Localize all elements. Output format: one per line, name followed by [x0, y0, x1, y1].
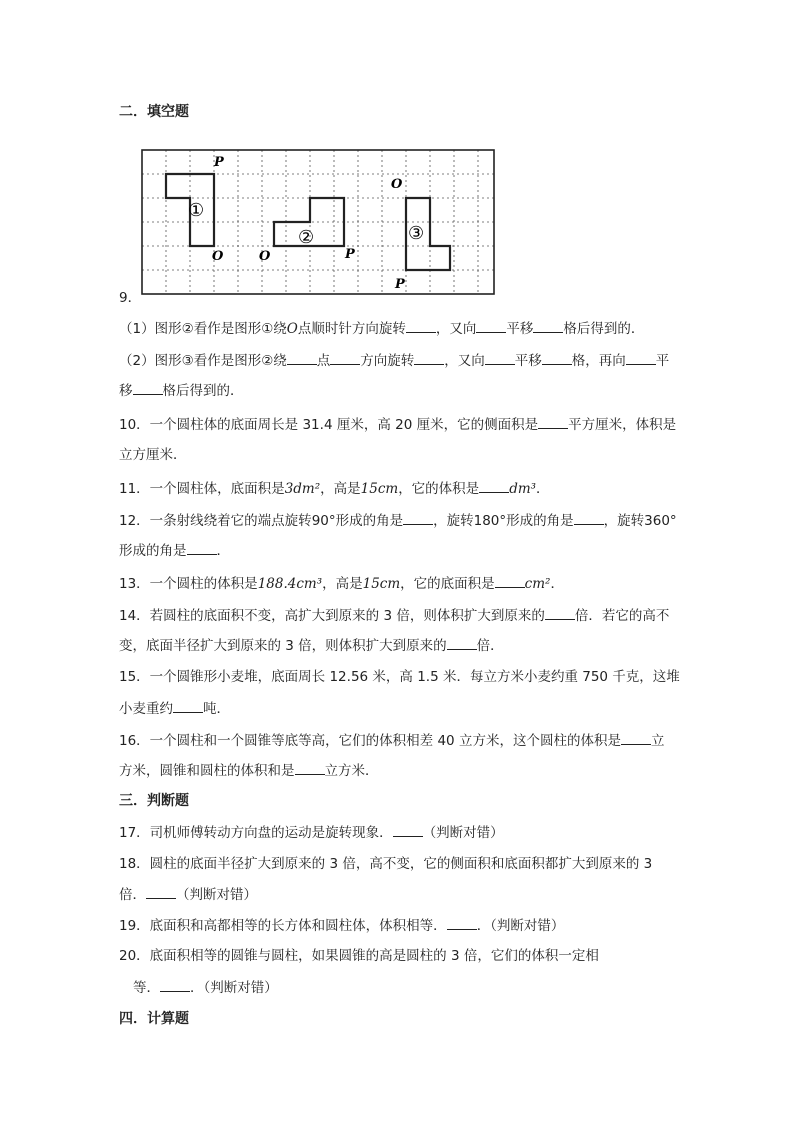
q10-line-1: 10．一个圆柱体的底面周长是 31.4 厘米，高 20 厘米，它的侧面积是 平方厘米，体积是 [119, 414, 676, 435]
q9-part-2: （2）图形③看作是图形②绕 点 方向旋转 ，又向 平移 格，再向 平 [119, 350, 669, 371]
answer-blank[interactable] [533, 318, 563, 333]
shape-3-label: ③ [408, 223, 425, 244]
q13: 13．一个圆柱的体积是188.4cm³，高是15cm，它的底面积是 cm²． [119, 573, 564, 594]
q14-line-2: 变，底面半径扩大到原来的 3 倍，则体积扩大到原来的 倍． [119, 635, 504, 656]
grid-lines [142, 150, 494, 294]
answer-blank[interactable] [406, 318, 436, 333]
section-4-title: 四．计算题 [119, 1011, 189, 1027]
rotation-grid-diagram [119, 141, 499, 301]
q12-line-2: 形成的角是 ． [119, 540, 230, 561]
shape-1-label: ① [188, 200, 205, 221]
q10-line-2: 立方厘米． [119, 447, 187, 463]
answer-blank[interactable] [495, 573, 525, 588]
answer-blank[interactable] [173, 698, 203, 713]
q12-line-1: 12．一条射线绕着它的端点旋转90°形成的角是 ，旋转180°形成的角是 ，旋转360° [119, 510, 677, 531]
answer-blank[interactable] [485, 350, 515, 365]
answer-blank[interactable] [574, 510, 604, 525]
answer-blank[interactable] [287, 350, 317, 365]
q18-line-2: 倍． （判断对错） [119, 884, 257, 905]
answer-blank[interactable] [330, 350, 360, 365]
answer-blank[interactable] [403, 510, 433, 525]
section-3-title: 三．判断题 [119, 793, 189, 809]
answer-blank[interactable] [542, 350, 572, 365]
q18-line-1: 18．圆柱的底面半径扩大到原来的 3 倍，高不变，它的侧面积和底面积都扩大到原来的 3 [119, 856, 653, 872]
q16-line-1: 16．一个圆柱和一个圆锥等底等高，它们的体积相差 40 立方米，这个圆柱的体积是 立 [119, 730, 664, 751]
q14-line-1: 14．若圆柱的底面积不变，高扩大到原来的 3 倍，则体积扩大到原来的 倍．若它的高不 [119, 605, 669, 626]
label-p-shape-3: P [395, 277, 405, 292]
q9-part-1: （1）图形②看作是图形①绕O点顺时针方向旋转 ，又向 平移 格后得到的． [119, 318, 644, 339]
label-o-shape-1: O [212, 249, 224, 264]
answer-blank[interactable] [187, 540, 217, 555]
q19: 19．底面积和高都相等的长方体和圆柱体，体积相等． ．（判断对错） [119, 915, 564, 936]
answer-blank[interactable] [538, 414, 568, 429]
q9-figure [119, 141, 499, 305]
answer-blank[interactable] [393, 822, 423, 837]
answer-blank[interactable] [160, 977, 190, 992]
label-p-shape-2: P [345, 247, 355, 262]
answer-blank[interactable] [447, 915, 477, 930]
q11: 11．一个圆柱体，底面积是3dm²，高是15cm，它的体积是 dm³． [119, 478, 550, 499]
answer-blank[interactable] [295, 760, 325, 775]
q20-line-2: 等． ．（判断对错） [119, 977, 278, 998]
answer-blank[interactable] [414, 350, 444, 365]
section-2-title: 二．填空题 [119, 104, 189, 120]
label-o-shape-3: O [391, 177, 403, 192]
q16-line-2: 方米，圆锥和圆柱的体积和是 立方米． [119, 760, 379, 781]
label-p-shape-1: P [214, 155, 224, 170]
answer-blank[interactable] [621, 730, 651, 745]
q17: 17．司机师傅转动方向盘的运动是旋转现象． （判断对错） [119, 822, 504, 843]
q15-line-2: 小麦重约 吨． [119, 698, 230, 719]
answer-blank[interactable] [626, 350, 656, 365]
answer-blank[interactable] [476, 318, 506, 333]
answer-blank[interactable] [545, 605, 575, 620]
shape-2-label: ② [298, 227, 315, 248]
q15-line-1: 15．一个圆锥形小麦堆，底面周长 12.56 米，高 1.5 米．每立方米小麦约重 750 千克，这堆 [119, 669, 680, 685]
label-o-shape-2: O [259, 249, 271, 264]
q20-line-1: 20．底面积相等的圆锥与圆柱，如果圆锥的高是圆柱的 3 倍，它们的体积一定相 [119, 948, 599, 964]
answer-blank[interactable] [146, 884, 176, 899]
q9-number: 9． [119, 290, 142, 306]
q9-part-2-cont: 移 格后得到的． [119, 380, 244, 401]
answer-blank[interactable] [479, 478, 509, 493]
answer-blank[interactable] [447, 635, 477, 650]
answer-blank[interactable] [133, 380, 163, 395]
